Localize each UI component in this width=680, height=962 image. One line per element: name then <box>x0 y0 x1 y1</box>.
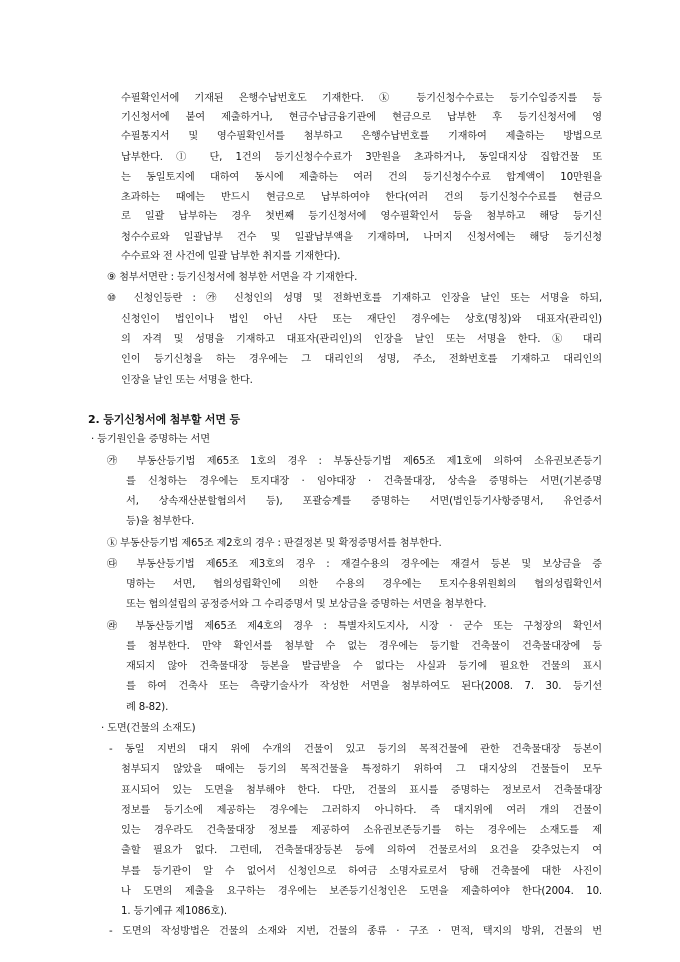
text-line: 또는 협의설립의 공정증서와 그 수리증명서 및 보상금을 증명하는 서면을 첨부한다. <box>126 599 487 611</box>
text-line: 를 첨부한다. 만약 확인서를 첨부할 수 없는 경우에는 등기할 건축물이 건축물대장에 등 <box>126 640 602 652</box>
text-line: 청수수료와 일괄납부 건수 및 일괄납부액을 기재하며, 나머지 신청서에는 해당 등기신청 <box>121 231 602 243</box>
text-line: 출할 필요가 없다. 그런데, 건축물대장등본 등에 의하여 건물로서의 요건을 갖추었는지 여 <box>121 845 602 857</box>
text-line: 있는 경우라도 건축물대장 정보를 제공하여 소유권보존등기를 하는 경우에는 소재도를 제 <box>121 825 602 837</box>
item-na-line: ⓚ 부동산등기법 제65조 제2호의 경우 : 판결정본 및 확정증명서를 첨부한다. <box>107 537 442 549</box>
item-applicant-line: ⑩ 신청인등란 : ㉮ 신청인의 성명 및 전화번호를 기재하고 인장을 날인 또는 서명을 하되, <box>107 293 602 305</box>
text-line: 인장을 날인 또는 서명을 한다. <box>121 374 253 386</box>
item-ga-line: ㉮ 부동산등기법 제65조 1호의 경우 : 부동산등기법 제65조 제1호에 의하여 소유권보존등기 <box>107 455 602 467</box>
text-line: 명하는 서면, 협의성립확인에 의한 수용의 경우에는 토지수용위원회의 협의성립확인서 <box>126 579 602 590</box>
text-line: 부를 등기관이 알 수 없어서 신청인으로 하여금 소명자료로서 당해 건축물에 대한 사진이 <box>121 865 602 877</box>
text-line: 나 도면의 제출을 요구하는 경우에는 보존등기신청인은 도면을 제출하여야 한다(2004. 10. <box>121 885 602 897</box>
text-line: 로 일괄 납부하는 경우 첫번째 등기신청서에 영수필확인서 등을 첨부하고 해당 등기신 <box>121 211 602 223</box>
text-line: 서, 상속재산분할협의서 등), 포괄승계를 증명하는 서면(법인등기사항증명서, 유언증서 <box>126 496 602 507</box>
dash-item-line: - 도면의 작성방법은 건물의 소재와 지번, 건물의 종류 · 구조 · 면적, 택지의 방위, 건물의 번 <box>109 926 602 938</box>
text-line: 첨부되지 않았을 때에는 등기의 목적건물을 특정하기 위하여 그 대지상의 건물들이 모두 <box>121 764 602 776</box>
item-da-line: ㉰ 부동산등기법 제65조 제3호의 경우 : 재결수용의 경우에는 재결서 등본 및 보상금을 증 <box>107 558 602 570</box>
text-line: 례 8-82). <box>126 701 169 713</box>
text-line: 1. 등기예규 제1086호). <box>121 906 227 918</box>
text-line: 등)을 첨부한다. <box>126 516 195 528</box>
text-line: 신청인이 법인이나 법인 아닌 사단 또는 재단인 경우에는 상호(명칭)와 대표자(관리인) <box>121 313 602 325</box>
text-line: 를 신청하는 경우에는 토지대장 · 임야대장 · 건축물대장, 상속을 증명하는 서면(기본증명 <box>126 475 602 487</box>
sub-heading: · 등기원인을 증명하는 서면 <box>91 434 210 446</box>
text-line: 정보를 등기소에 제공하는 경우에는 그러하지 아니하다. 즉 대지위에 여러 개의 건물이 <box>121 804 602 816</box>
text-line: 납부한다. ⓛ 단, 1건의 등기신청수수료가 3만원을 초과하거나, 동일대지상 집합건물 또 <box>121 151 602 163</box>
text-line: 기신청서에 붙여 제출하거나, 현금수납금융기관에 현금으로 납부한 후 등기신청서에 영 <box>121 112 602 123</box>
dash-item-line: - 동일 지번의 대지 위에 수개의 건물이 있고 등기의 목적건물에 관한 건축물대장 등본이 <box>109 744 602 755</box>
text-line: 의 자격 및 성명을 기재하고 대표자(관리인)의 인장을 날인 또는 서명을 한다. ⓚ 대리 <box>121 333 602 345</box>
text-line: 초과하는 때에는 반드시 현금으로 납부하여야 한다(여러 건의 등기신청수수료를 현금으 <box>121 192 602 204</box>
item-ra-line: ㉱ 부동산등기법 제65조 제4호의 경우 : 특별자치도지사, 시장 · 군수 또는 구청장의 확인서 <box>107 620 602 632</box>
text-line: 인이 등기신청을 하는 경우에는 그 대리인의 성명, 주소, 전화번호를 기재하고 대리인의 <box>121 354 602 366</box>
sub-heading: · 도면(건물의 소재도) <box>101 722 196 734</box>
text-line: 를 하여 건축사 또는 측량기술사가 작성한 서면을 첨부하여도 된다(2008. 7. 30. 등기선 <box>126 681 602 693</box>
text-line: 수필확인서에 기재된 은행수납번호도 기재한다. ⓚ 등기신청수수료는 등기수입증지를 등 <box>121 92 602 104</box>
text-line: 수필통지서 및 영수필확인서를 첨부하고 은행수납번호를 기재하여 제출하는 방법으로 <box>121 131 602 143</box>
text-line: 표시되어 있는 도면을 첨부해야 한다. 다만, 건물의 표시를 증명하는 정보로서 건축물대장 <box>121 784 602 796</box>
text-line: 수수료와 전 사건에 일괄 납부한 취지를 기재한다). <box>121 250 341 262</box>
text-line: 는 동일토지에 대하여 동시에 제출하는 여러 건의 등기신청수수료 합계액이 10만원을 <box>121 171 602 183</box>
text-line: 재되지 않아 건축물대장 등본을 발급받을 수 없다는 사실과 등기에 필요한 건물의 표시 <box>126 661 602 673</box>
item-attachments: ⑨ 첨부서면란 : 등기신청서에 첨부한 서면을 각 기재한다. <box>107 272 358 284</box>
section-heading: 2. 등기신청서에 첨부할 서면 등 <box>88 413 240 426</box>
